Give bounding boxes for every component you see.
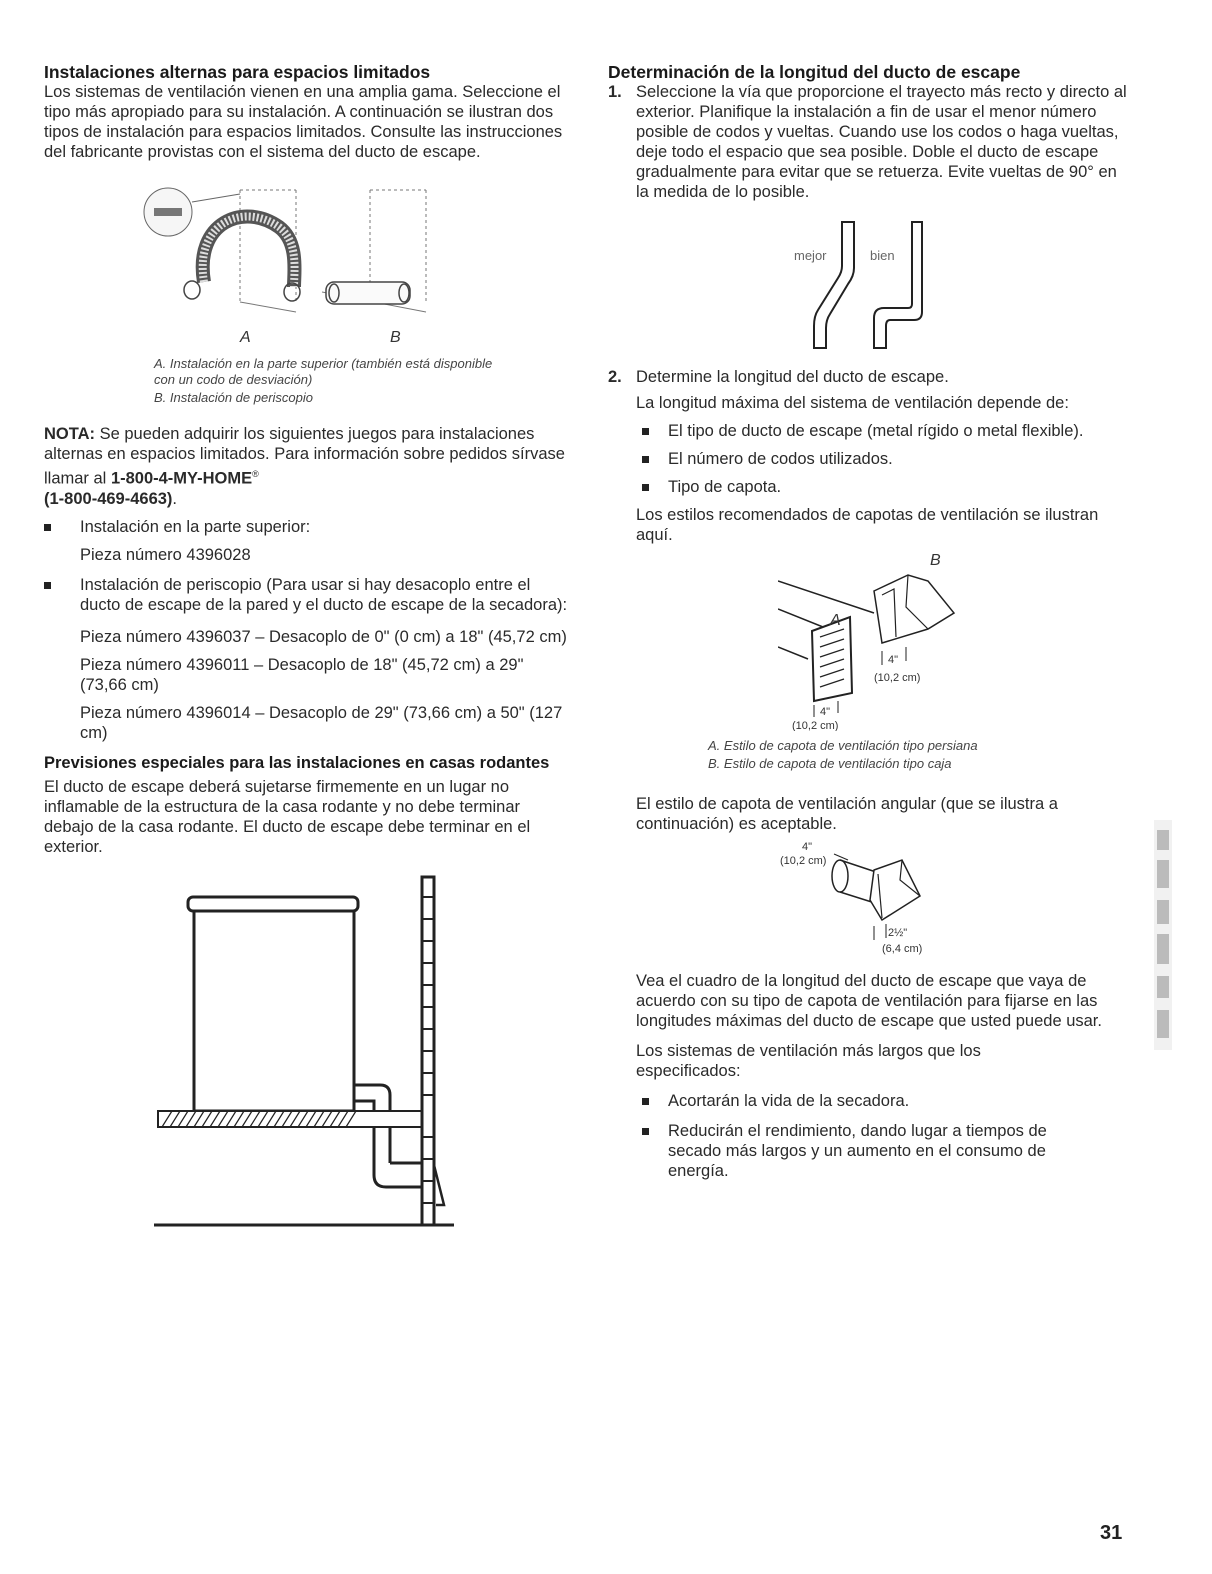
- note-period: .: [172, 489, 178, 508]
- label-install-b: B: [390, 329, 401, 346]
- hoods-illustration: [778, 551, 978, 731]
- elbow-label-better: mejor: [794, 248, 827, 263]
- angular-hood-illustration: [774, 840, 964, 960]
- language-side-tab: [1148, 810, 1178, 1060]
- kit-part-periscope-1: Pieza número 4396037 – Desacoplo de 0" (0 cm) a 18" (45,72 cm): [80, 627, 567, 646]
- angular-dim1-in: 4": [802, 841, 813, 853]
- kit-part-periscope-3: Pieza número 4396014 – Desacoplo de 29" (73,66 cm) a 50" (127 cm): [80, 703, 563, 742]
- elbow-label-good: bien: [870, 248, 895, 263]
- hood-a-dim-cm: (10,2 cm): [792, 720, 839, 731]
- kit-part-periscope-2: Pieza número 4396011 – Desacoplo de 18" (45,72 cm) a 29" (73,66 cm): [80, 655, 524, 694]
- angular-hood-figure: [774, 840, 1128, 965]
- right-column: [608, 62, 1128, 1181]
- note-phone: 1-800-4-MY-HOME: [110, 469, 253, 488]
- hood-b-dim-cm: (10,2 cm): [874, 672, 921, 684]
- label-install-a: A: [240, 329, 251, 346]
- caption-install-a: A. Instalación en la parte superior (también está disponible con un codo de desviación): [154, 356, 493, 387]
- angular-dim2-in: 2½": [888, 927, 908, 939]
- elbow-figure: [788, 216, 1128, 361]
- caption-install-b: B. Instalación de periscopio: [154, 390, 313, 405]
- hood-label-b: B: [930, 552, 941, 569]
- mobile-home-body: El ducto de escape deberá sujetarse firmemente en un lugar no inflamable de la estructura de la casa rodante y no debe terminar debajo de la casa rodante. El ducto de escape debe terminar en el exterior.: [44, 777, 531, 856]
- note-label: NOTA:: [44, 425, 96, 443]
- left-column: [44, 62, 574, 1240]
- angular-dim1-cm: (10,2 cm): [780, 855, 827, 867]
- note-paragraph: [44, 424, 574, 509]
- mobile-home-illustration: [154, 875, 464, 1235]
- caption-hood-a: A. Estilo de capota de ventilación tipo persiana: [708, 738, 978, 753]
- step-1-number: 1.: [608, 83, 622, 101]
- hoods-intro: Los estilos recomendados de capotas de ventilación se ilustran aquí.: [636, 506, 1099, 544]
- max-length-bullet-1: El tipo de ducto de escape (metal rígido o metal flexible).: [608, 421, 1128, 441]
- duct-length-title: Determinación de la longitud del ducto de escape: [608, 62, 1021, 82]
- page-number: 31: [1100, 1522, 1123, 1544]
- step-2-number: 2.: [608, 368, 622, 386]
- mobile-home-title: Previsiones especiales para las instalaciones en casas rodantes: [44, 753, 550, 772]
- caption-hood-b: B. Estilo de capota de ventilación tipo caja: [708, 756, 952, 771]
- limited-space-illustration: [44, 182, 574, 390]
- kit-part-top: Pieza número 4396028: [80, 545, 251, 564]
- longer-bullet-1: Acortarán la vida de la secadora.: [608, 1091, 1128, 1111]
- angular-dim2-cm: (6,4 cm): [882, 943, 923, 955]
- step-2: [608, 367, 1128, 387]
- step-1-text: Seleccione la vía que proporcione el trayecto más recto y directo al exterior. Planifique la instalación a fin de usar el menor número posible de codos y vueltas. Cuando use los codos o haga vueltas, deje todo el espacio que sea posible. Doble el ducto de escape gradualmente para evitar que se retuerza. Evite vueltas de 90° en la medida de lo posible.: [636, 83, 1127, 201]
- kit-bullet-top-label: Instalación en la parte superior:: [80, 517, 311, 536]
- step-2-text: Determine la longitud del ducto de escape.: [636, 368, 949, 386]
- kit-bullet-periscope: [44, 575, 574, 615]
- elbow-illustration: [788, 216, 948, 356]
- max-length-bullet-2: El número de codos utilizados.: [608, 449, 1128, 469]
- registered-mark: ®: [252, 469, 259, 479]
- limited-space-title: Instalaciones alternas para espacios limitados: [44, 62, 431, 82]
- note-phone-numeric: (1-800-469-4663): [44, 489, 173, 508]
- max-length-intro: La longitud máxima del sistema de ventilación depende de:: [636, 394, 1069, 412]
- step-1: [608, 82, 1128, 202]
- limited-space-body: Los sistemas de ventilación vienen en una amplia gama. Seleccione el tipo más apropiado para su instalación. A continuación se ilustran dos tipos de instalación para espacios limitados. Consulte las instrucciones del fabricante provistas con el sistema del ducto de escape.: [44, 83, 563, 161]
- chart-reference-text: Vea el cuadro de la longitud del ducto de escape que vaya de acuerdo con su tipo de capota de ventilación para fijarse en las longitudes máximas del ducto de escape que usted puede usar.: [636, 972, 1102, 1030]
- limited-space-figure: [44, 182, 574, 390]
- note-text: Se pueden adquirir los siguientes juegos para instalaciones alternas en espacios limitados. Para información sobre pedidos sírvase llamar al: [44, 425, 565, 488]
- mobile-home-figure: [154, 875, 574, 1240]
- kit-bullet-top: [44, 517, 574, 537]
- max-length-bullet-3: Tipo de capota.: [608, 477, 1128, 497]
- hood-b-dim-in: 4": [888, 654, 899, 666]
- angular-hood-text: El estilo de capota de ventilación angular (que se ilustra a continuación) es aceptable.: [636, 795, 1058, 833]
- longer-systems-intro: Los sistemas de ventilación más largos que los especificados:: [636, 1042, 981, 1080]
- kit-bullet-periscope-label: Instalación de periscopio (Para usar si hay desacoplo entre el ducto de escape de la pared y el ducto de escape de la secadora):: [80, 575, 568, 614]
- hood-label-a: A: [830, 612, 841, 629]
- hood-a-dim-in: 4": [820, 706, 831, 718]
- hoods-figure: [778, 551, 1128, 736]
- longer-bullet-2: Reducirán el rendimiento, dando lugar a tiempos de secado más largos y un aumento en el consumo de energía.: [608, 1121, 1128, 1181]
